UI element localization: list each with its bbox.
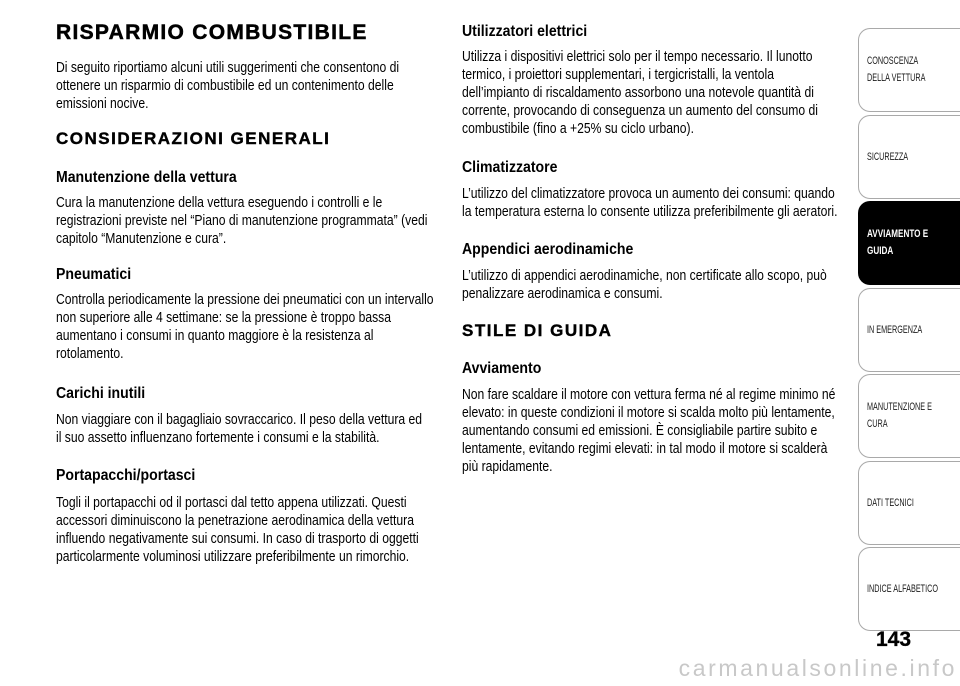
paragraph-line: Cura la manutenzione della vettura eseguendo i controlli e le bbox=[56, 194, 383, 211]
subheading-climatizzatore: Climatizzatore bbox=[462, 159, 558, 176]
tab-dati-tecnici[interactable] bbox=[858, 461, 960, 545]
subheading-manutenzione: Manutenzione della vettura bbox=[56, 169, 237, 186]
paragraph-line: il suo assetto influenzano fortemente i consumi e la stabilità. bbox=[56, 429, 380, 446]
tab-label-line: DELLA VETTURA bbox=[867, 72, 926, 84]
paragraph-line: aumentando consumi ed emissioni. È consigliabile partire subito e bbox=[462, 422, 818, 439]
paragraph-line: elevato: in queste condizioni il motore si scalda molto più lentamente, bbox=[462, 404, 835, 421]
paragraph-line: Controlla periodicamente la pressione dei pneumatici con un intervallo bbox=[56, 291, 434, 308]
paragraph-avviamento bbox=[462, 386, 923, 476]
section-heading-general: CONSIDERAZIONI GENERALI bbox=[56, 129, 331, 148]
tab-label bbox=[867, 399, 960, 433]
tab-label-line: CURA bbox=[867, 418, 888, 430]
paragraph-line: Non viaggiare con il bagagliaio sovraccarico. Il peso della vettura ed bbox=[56, 411, 423, 428]
tab-label-line: INDICE ALFABETICO bbox=[867, 582, 939, 595]
paragraph-line: combustibile (fino a +25% su ciclo urbano). bbox=[462, 120, 694, 137]
paragraph-utilizzatori bbox=[462, 48, 901, 138]
tab-label-line: GUIDA bbox=[867, 245, 894, 257]
tab-label-line: MANUTENZIONE E bbox=[867, 401, 932, 413]
paragraph-climatizzatore bbox=[462, 185, 926, 221]
paragraph-line: non superiore alle 4 settimane: se la pressione è troppo bassa bbox=[56, 309, 392, 326]
paragraph-line: la temperatura esterna lo consente utilizza preferibilmente gli aeratori. bbox=[462, 203, 838, 220]
paragraph-manutenzione bbox=[56, 194, 515, 248]
subheading-carichi: Carichi inutili bbox=[56, 385, 146, 402]
paragraph-carichi bbox=[56, 411, 508, 447]
tab-label bbox=[867, 149, 929, 166]
paragraph-line: penalizzare aerodinamica e consumi. bbox=[462, 285, 663, 302]
paragraph-line: particolarmente voluminosi utilizzare preferibilmente un rimorchio. bbox=[56, 548, 410, 565]
tab-in-emergenza[interactable] bbox=[858, 288, 960, 372]
tab-label-line: IN EMERGENZA bbox=[867, 323, 923, 336]
paragraph-line: rotolamento. bbox=[56, 345, 124, 362]
paragraph-line: più rapidamente. bbox=[462, 458, 553, 475]
paragraph-line: influendo negativamente sui consumi. In caso di trasporto di oggetti bbox=[56, 530, 419, 547]
paragraph-line: corrente, provocando di conseguenza un aumento del consumo di bbox=[462, 102, 818, 119]
tab-label bbox=[867, 495, 938, 512]
tab-label-line: CONOSCENZA bbox=[867, 55, 919, 67]
tab-manutenzione-e-cura[interactable] bbox=[858, 374, 960, 458]
paragraph-line: dell’impianto di riscaldamento assorbono una notevole quantità di bbox=[462, 84, 814, 101]
tab-label-line: AVVIAMENTO E bbox=[867, 228, 929, 240]
subheading-utilizzatori: Utilizzatori elettrici bbox=[462, 23, 588, 40]
tab-avviamento-e-guida[interactable] bbox=[858, 201, 960, 285]
tab-label bbox=[867, 322, 951, 339]
paragraph-line: emissioni nocive. bbox=[56, 95, 149, 112]
page-title: RISPARMIO COMBUSTIBILE bbox=[56, 21, 368, 44]
paragraph-line: Non fare scaldare il motore con vettura ferma né al regime minimo né bbox=[462, 386, 836, 403]
paragraph-line: ottenere un risparmio di combustibile ed un contenimento delle bbox=[56, 77, 394, 94]
paragraph-line: L’utilizzo di appendici aerodinamiche, non certificate allo scopo, può bbox=[462, 267, 827, 284]
paragraph-line: accessori diminuiscono la penetrazione aerodinamica della vettura bbox=[56, 512, 414, 529]
paragraph-line: Togli il portapacchi od il portasci dal tetto appena utilizzati. Questi bbox=[56, 494, 407, 511]
paragraph-portapacchi bbox=[56, 494, 504, 566]
tab-label-line: DATI TECNICI bbox=[867, 496, 914, 509]
tab-label bbox=[867, 581, 960, 598]
subheading-pneumatici: Pneumatici bbox=[56, 266, 132, 283]
page-number: 143 bbox=[876, 628, 912, 651]
paragraph-pneumatici bbox=[56, 291, 522, 363]
watermark: carmanualsonline.info bbox=[678, 655, 957, 681]
subheading-appendici: Appendici aerodinamiche bbox=[462, 241, 634, 258]
tab-label bbox=[867, 226, 950, 260]
tab-label bbox=[867, 53, 956, 87]
tab-indice-alfabetico[interactable] bbox=[858, 547, 960, 631]
paragraph-line: registrazioni previste nel “Piano di manutenzione programmata” (vedi bbox=[56, 212, 428, 229]
paragraph-line: capitolo “Manutenzione e cura”. bbox=[56, 230, 227, 247]
paragraph-line: Di seguito riportiamo alcuni utili suggerimenti che consentono di bbox=[56, 59, 400, 76]
paragraph-line: aumentano i consumi in quanto maggiore è la resistenza al bbox=[56, 327, 374, 344]
paragraph-line: lentamente, evitando regimi elevati: in tal modo il motore si scalderà bbox=[462, 440, 828, 457]
subheading-portapacchi: Portapacchi/portasci bbox=[56, 467, 196, 484]
section-heading-driving-style: STILE DI GUIDA bbox=[462, 321, 613, 340]
subheading-avviamento: Avviamento bbox=[462, 360, 542, 377]
tab-label-line: SICUREZZA bbox=[867, 150, 909, 163]
paragraph-line: L’utilizzo del climatizzatore provoca un aumento dei consumi: quando bbox=[462, 185, 835, 202]
paragraph-line: termico, i proiettori supplementari, i tergicristalli, la ventola bbox=[462, 66, 774, 83]
paragraph-appendici bbox=[462, 267, 912, 303]
tab-sicurezza[interactable] bbox=[858, 115, 960, 199]
intro-paragraph bbox=[56, 59, 480, 113]
tab-conoscenza-della-vettura[interactable] bbox=[858, 28, 960, 112]
paragraph-line: Utilizza i dispositivi elettrici solo per il tempo necessario. Il lunotto bbox=[462, 48, 813, 65]
